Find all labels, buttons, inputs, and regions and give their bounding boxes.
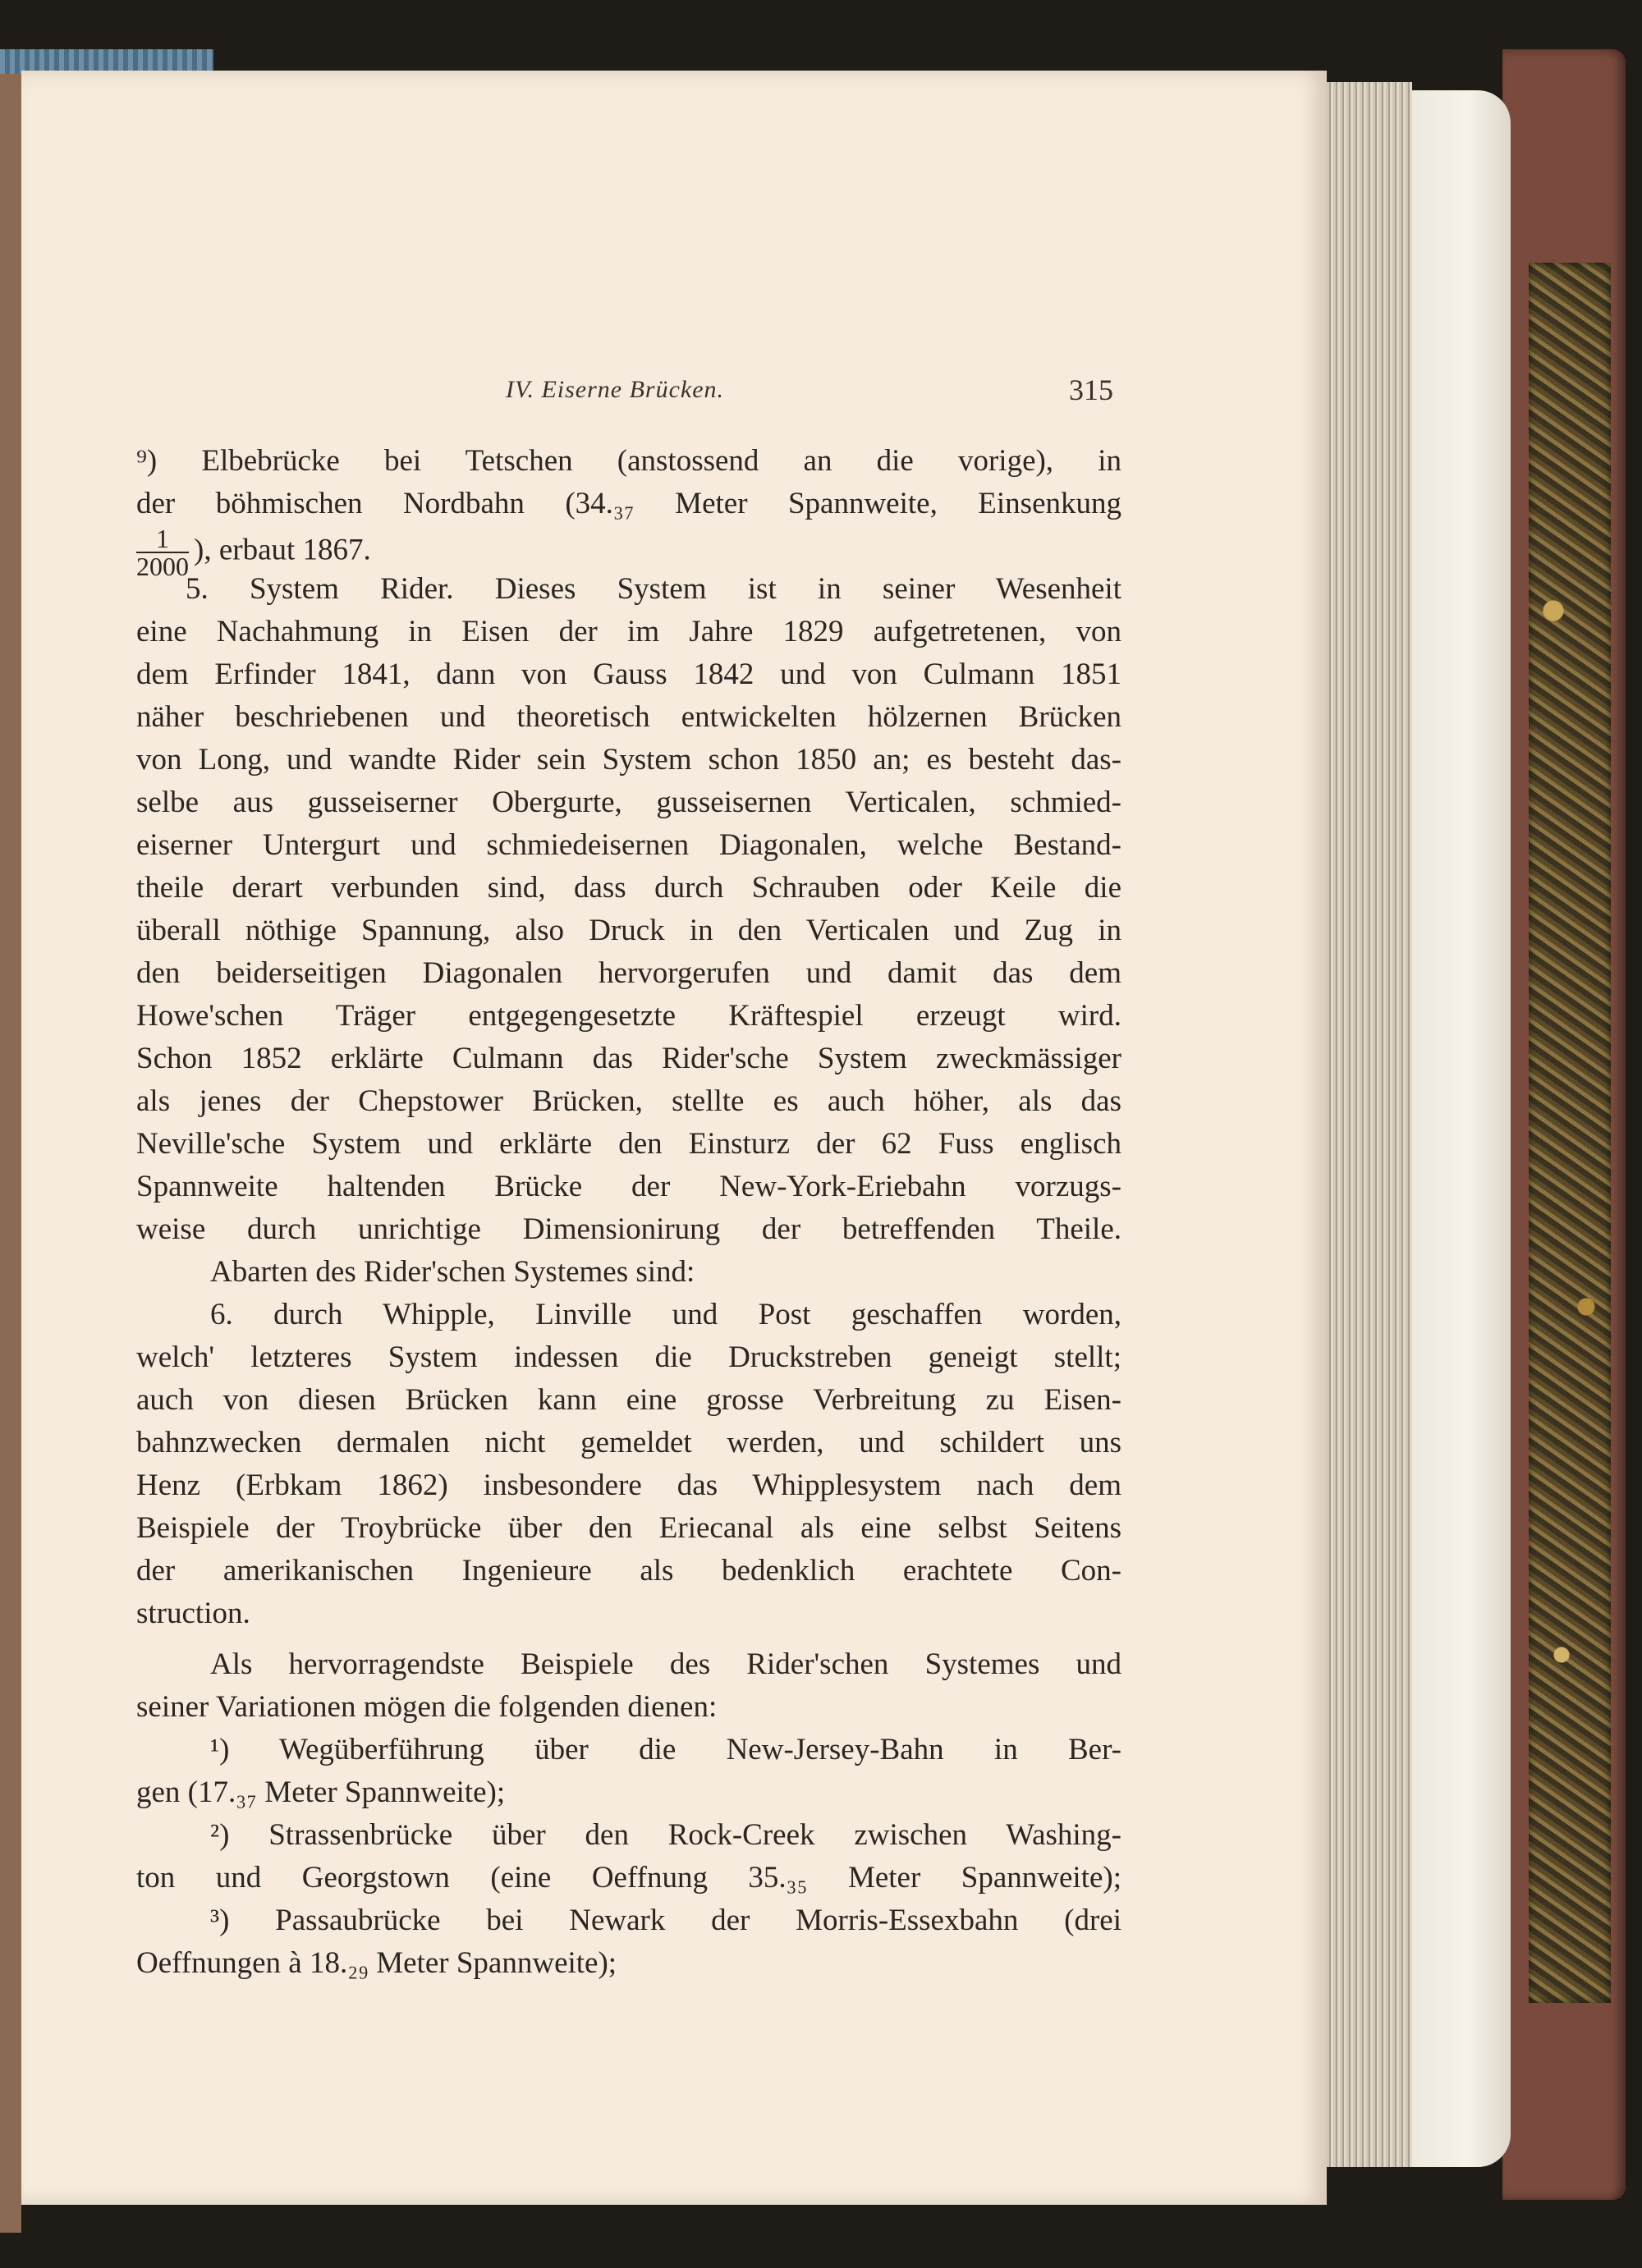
text-line: Als hervorragendste Beispiele des Rider'schen Systemes und <box>210 1647 1121 1681</box>
text-line: auch von diesen Brücken kann eine grosse Verbreitung zu Eisen- <box>136 1383 1121 1417</box>
text-line: theile derart verbunden sind, dass durch Schrauben oder Keile die <box>136 871 1121 905</box>
text-line: weise durch unrichtige Dimensionirung der betreffenden Theile. <box>136 1212 1121 1246</box>
facing-page-edge <box>1404 90 1511 2167</box>
running-title: IV. Eiserne Brücken. <box>506 376 725 403</box>
text-line: den beiderseitigen Diagonalen hervorgerufen und damit das dem <box>136 956 1121 990</box>
text-line: bahnzwecken dermalen nicht gemeldet werden, und schildert uns <box>136 1426 1121 1459</box>
text-line: 5. System Rider. Dieses System ist in seiner Wesenheit <box>186 572 1121 606</box>
text-line: überall nöthige Spannung, also Druck in den Verticalen und Zug in <box>136 914 1121 947</box>
text-line: Howe'schen Träger entgegengesetzte Kräftespiel erzeugt wird. <box>136 999 1121 1033</box>
page-number: 315 <box>1069 373 1113 406</box>
text-line: eine Nachahmung in Eisen der im Jahre 1829 aufgetretenen, von <box>136 615 1121 648</box>
marbled-endpaper <box>1529 263 1611 2003</box>
text-line: 6. durch Whipple, Linville und Post geschaffen worden, <box>210 1298 1121 1331</box>
text-line: Henz (Erbkam 1862) insbesondere das Whipplesystem nach dem <box>136 1468 1121 1502</box>
text-line: selbe aus gusseiserner Obergurte, gusseisernen Verticalen, schmied- <box>136 786 1121 819</box>
text-line: Schon 1852 erklärte Culmann das Rider'sche System zweckmässiger <box>136 1042 1121 1075</box>
text-line: von Long, und wandte Rider sein System schon 1850 an; es besteht das- <box>136 743 1121 777</box>
fraction-numerator: 1 <box>136 525 189 553</box>
body-text <box>136 440 1121 1985</box>
fraction-line <box>136 524 1121 581</box>
text-line: dem Erfinder 1841, dann von Gauss 1842 und von Culmann 1851 <box>136 657 1121 691</box>
text-line: Oeffnungen à 18.₂₉ Meter Spannweite); <box>136 1946 617 1980</box>
text-line: als jenes der Chepstower Brücken, stellte es auch höher, als das <box>136 1084 1121 1118</box>
text-line: ²) Strassenbrücke über den Rock-Creek zwischen Washing- <box>210 1818 1121 1852</box>
text-line: ⁹) Elbebrücke bei Tetschen (anstossend an die vorige), in <box>136 444 1121 478</box>
text-line: ), erbaut 1867. <box>194 533 371 567</box>
text-line: ³) Passaubrücke bei Newark der Morris-Essexbahn (drei <box>210 1904 1121 1937</box>
text-line: der amerikanischen Ingenieure als bedenklich erachtete Con- <box>136 1554 1121 1588</box>
page-stack-edge <box>1314 82 1412 2167</box>
text-line: struction. <box>136 1597 250 1630</box>
text-line: ¹) Wegüberführung über die New-Jersey-Bahn in Ber- <box>210 1733 1121 1766</box>
text-line: Neville'sche System und erklärte den Einsturz der 62 Fuss englisch <box>136 1127 1121 1161</box>
text-line: welch' letzteres System indessen die Druckstreben geneigt stellt; <box>136 1340 1121 1374</box>
text-line: Beispiele der Troybrücke über den Eriecanal als eine selbst Seitens <box>136 1511 1121 1545</box>
text-line: Abarten des Rider'schen Systemes sind: <box>210 1255 695 1289</box>
fraction <box>136 525 189 580</box>
text-line: näher beschriebenen und theoretisch entwickelten hölzernen Brücken <box>136 700 1121 734</box>
text-line: der böhmischen Nordbahn (34.₃₇ Meter Spannweite, Einsenkung <box>136 487 1121 520</box>
text-line: ton und Georgstown (eine Oeffnung 35.₃₅ Meter Spannweite); <box>136 1861 1121 1895</box>
text-line: seiner Variationen mögen die folgenden dienen: <box>136 1690 718 1724</box>
book-spine <box>0 49 21 2233</box>
text-line: gen (17.₃₇ Meter Spannweite); <box>136 1775 506 1809</box>
book-page <box>21 71 1327 2205</box>
text-line: eiserner Untergurt und schmiedeisernen Diagonalen, welche Bestand- <box>136 828 1121 862</box>
text-line: Spannweite haltenden Brücke der New-York-Eriebahn vorzugs- <box>136 1170 1121 1203</box>
fraction-denominator: 2000 <box>136 552 189 581</box>
